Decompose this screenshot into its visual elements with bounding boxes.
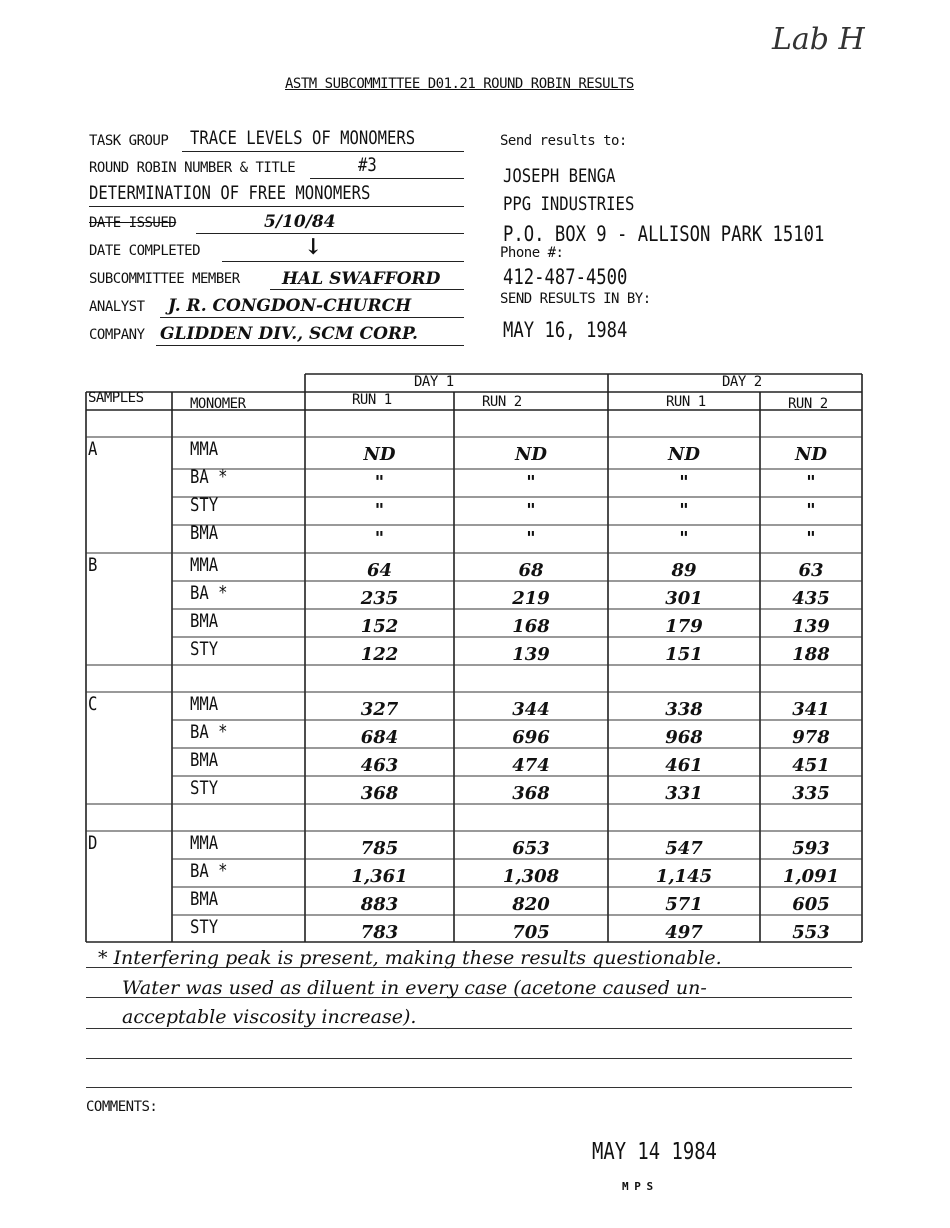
result-cell: 684 [360,727,399,748]
result-cell: 151 [665,644,703,665]
result-cell: ND [514,444,548,465]
date-completed-label: DATE COMPLETED [89,243,201,259]
samples-header: SAMPLES [88,390,144,406]
note-line-2: Water was used as diluent in every case (acetone caused un- [122,977,707,999]
monomer-cell: BMA [190,749,219,771]
result-cell: 883 [360,894,399,915]
result-cell: 571 [665,894,703,915]
result-cell: 68 [518,560,544,581]
sample-label: D [88,832,98,854]
send-by-label: SEND RESULTS IN BY: [500,291,651,307]
result-cell: 168 [512,616,550,637]
send-to-company: PPG INDUSTRIES [503,193,635,215]
monomer-cell: MMA [190,554,219,576]
result-cell: 553 [792,922,830,943]
phone-label: Phone #: [500,245,564,261]
monomer-cell: BMA [190,888,219,910]
task-group-label: TASK GROUP [89,133,169,149]
monomer-cell: STY [190,916,219,938]
monomer-cell: MMA [190,832,219,854]
monomer-cell: STY [190,777,219,799]
date-completed-value: ↓ [304,234,323,260]
monomer-cell: BMA [190,610,219,632]
result-cell: 179 [665,616,703,637]
result-cell: " [806,472,816,493]
monomer-cell: BA * [190,860,228,882]
received-stamp: MAY 14 1984 [592,1139,717,1165]
monomer-header: MONOMER [190,396,246,412]
result-cell: 188 [792,644,830,665]
day2-header: DAY 2 [722,374,762,390]
result-cell: 547 [665,838,703,859]
stamp-initials: M P S [622,1180,653,1193]
result-cell: 219 [512,588,550,609]
round-robin-value: #3 [358,154,377,176]
day1-run1-header: RUN 1 [352,392,392,408]
result-cell: 605 [792,894,830,915]
result-cell: 335 [792,783,830,804]
day1-run2-header: RUN 2 [482,394,522,410]
result-cell: 785 [360,838,399,859]
result-cell: " [526,528,536,549]
day2-run1-header: RUN 1 [666,394,706,410]
result-cell: 235 [360,588,399,609]
result-cell: 122 [360,644,399,665]
document-title: ASTM SUBCOMMITTEE D01.21 ROUND ROBIN RESULTS [285,76,634,92]
send-by-value: MAY 16, 1984 [503,318,628,342]
result-cell: 593 [792,838,830,859]
monomer-cell: BA * [190,582,228,604]
note-line-1: * Interfering peak is present, making these results questionable. [98,947,722,969]
result-cell: 696 [512,727,550,748]
result-cell: 653 [512,838,550,859]
monomer-cell: STY [190,638,219,660]
result-cell: 139 [512,644,550,665]
result-cell: " [679,472,689,493]
result-cell: " [374,500,385,521]
result-cell: 344 [512,699,550,720]
result-cell: 341 [792,699,830,720]
day1-header: DAY 1 [414,374,454,390]
round-robin-title: DETERMINATION OF FREE MONOMERS [89,182,371,204]
result-cell: " [526,500,536,521]
member-value: HAL SWAFFORD [282,269,441,289]
monomer-cell: MMA [190,693,219,715]
task-group-value: TRACE LEVELS OF MONOMERS [190,127,416,149]
result-cell: 820 [512,894,550,915]
analyst-value: J. R. CONGDON-CHURCH [168,296,412,316]
monomer-cell: MMA [190,438,219,460]
result-cell: 783 [360,922,399,943]
sample-label: A [88,438,98,460]
company-label: COMPANY [89,327,145,343]
result-cell: 497 [665,922,703,943]
result-cell: ND [363,444,396,465]
send-to-label: Send results to: [500,133,627,149]
result-cell: 89 [671,560,697,581]
member-label: SUBCOMMITTEE MEMBER [89,271,240,287]
result-cell: 63 [798,560,824,581]
result-cell: " [679,528,689,549]
result-cell: 474 [512,755,550,776]
send-to-name: JOSEPH BENGA [503,165,616,187]
round-robin-label: ROUND ROBIN NUMBER & TITLE [89,160,296,176]
result-cell: 451 [792,755,830,776]
result-cell: 705 [512,922,550,943]
result-cell: 338 [665,699,703,720]
monomer-cell: BA * [190,466,228,488]
phone-value: 412-487-4500 [503,265,628,289]
corner-lab-note: Lab H [772,22,865,57]
result-cell: 1,361 [351,866,408,887]
result-cell: " [806,528,816,549]
send-to-address: P.O. BOX 9 - ALLISON PARK 15101 [503,222,825,246]
result-cell: 978 [792,727,830,748]
comments-label: COMMENTS: [86,1099,158,1115]
result-cell: 1,091 [782,866,840,887]
result-cell: 331 [665,783,703,804]
result-cell: 1,308 [502,866,560,887]
result-cell: 463 [360,755,399,776]
result-cell: 327 [360,699,399,720]
monomer-cell: BA * [190,721,228,743]
company-value: GLIDDEN DIV., SCM CORP. [160,324,418,344]
result-cell: 368 [512,783,550,804]
result-cell: 301 [665,588,703,609]
result-cell: " [526,472,536,493]
result-cell: 461 [665,755,703,776]
result-cell: 1,145 [655,866,713,887]
result-cell: " [374,528,385,549]
result-cell: " [679,500,689,521]
result-cell: ND [794,444,828,465]
date-issued-label: DATE ISSUED [89,215,177,231]
date-issued-value: 5/10/84 [264,212,336,232]
result-cell: ND [667,444,701,465]
analyst-label: ANALYST [89,299,145,315]
monomer-cell: BMA [190,522,219,544]
result-cell: 435 [792,588,830,609]
result-cell: 368 [360,783,399,804]
result-cell: " [374,472,385,493]
note-line-3: acceptable viscosity increase). [122,1006,417,1028]
day2-run2-header: RUN 2 [788,396,828,412]
result-cell: 968 [665,727,703,748]
result-cell: 152 [360,616,399,637]
sample-label: B [88,554,98,576]
result-cell: 139 [792,616,830,637]
result-cell: " [806,500,816,521]
sample-label: C [88,693,98,715]
result-cell: 64 [366,560,393,581]
monomer-cell: STY [190,494,219,516]
